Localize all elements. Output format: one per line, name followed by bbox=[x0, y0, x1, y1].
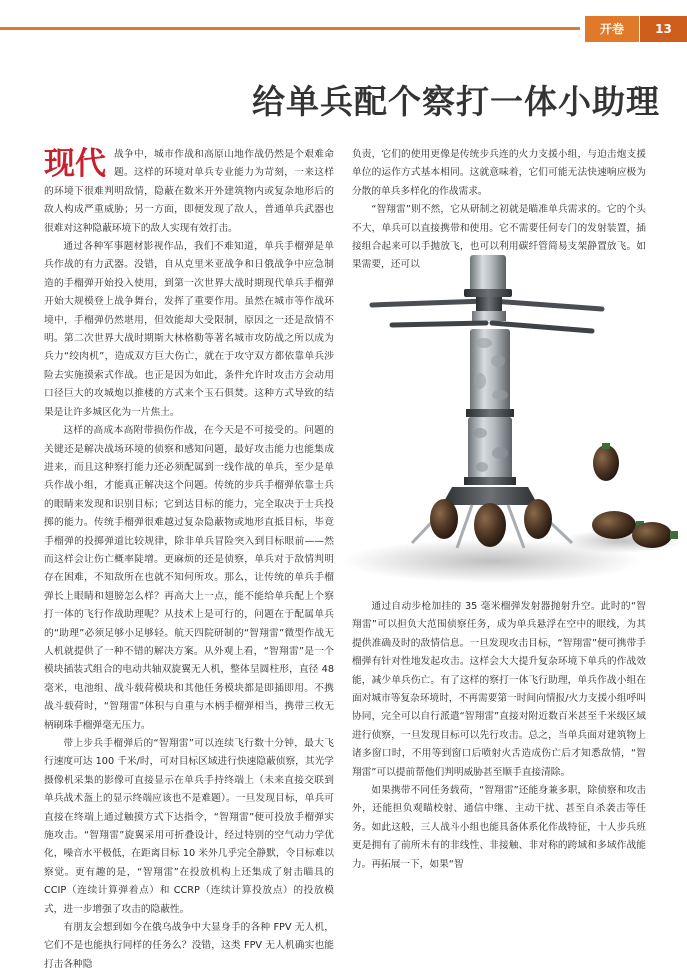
body-paragraph: 这样的高成本高附带损伤作战，在今天是不可接受的。问题的关键还是解决战场环境的侦察和感知问题，最好攻击能力也能集成进来，而且这种察打能力还必须配属到一线作战的单兵，至少是单兵作战小组，才能真正解决这个问题。传统的步兵手榴弹依靠士兵的眼睛来发现和识别目标；它到达目标的能力，完全取决于士兵投掷的能力。传统手榴弹很难越过复杂隐蔽物或地形直抵目标，毕竟手榴弹的投掷弹道比较规律，除非单兵冒险突入到目标眼前——然而这样会让伤亡概率陡增。更麻烦的还是侦察，单兵对于敌情判明存在困难，不知敌所在也就不知何所攻。那么，让传统的单兵手榴弹长上眼睛和翅膀怎么样？再高大上一点，能不能给单兵配上个察打一体的飞行作战助理呢？从技术上是可行的，问题在于配属单兵的“助理”必须足够小足够轻。航天四院研制的“智翔雷”微型作战无人机就提供了一种不错的解决方案。从外观上看，“智翔雷”是一个模块插装式组合的电动共轴双旋翼无人机，整体呈圆柱形，直径 48 毫米，电池组、战斗载荷模块和其他任务模块都是即插即用。不携战斗载荷时，“智翔雷”体积与自重与木柄手榴弹相当，携带三枚无柄刷珠手榴弹毫无压力。 bbox=[44, 425, 334, 731]
article-title: 给单兵配个察打一体小助理 bbox=[252, 82, 660, 121]
lead-paragraph bbox=[44, 146, 334, 238]
body-paragraph: 有朋友会想到如今在俄乌战争中大显身手的各种 FPV 无人机，它们不是也能执行同样的任务么？没错，这类 FPV 无人机确实也能打击各种隐 bbox=[44, 922, 334, 970]
section-tab: 开卷 bbox=[585, 16, 639, 42]
body-paragraph: 通过各种军事题材影视作品，我们不难知道，单兵手榴弹是单兵作战的有力武器。没错，自从克里米亚战争和日俄战争中应急制造的手榴弹开始投入使用，到第一次世界大战时期现代单兵手榴弹开始大规模登上战争舞台，发挥了重要作用。虽然在城市等作战环境中，手榴弹仍然堪用，但效能却大受限制，原因之一还是敌情不明。第二次世界大战时期斯大林格勒等著名城市攻防战之所以成为兵力“绞肉机”，造成双方巨大伤亡，就在于攻守双方都依靠单兵涉险去实施摸索式作战。也正是因为如此，条件允许时攻击方会动用口径巨大的攻城炮以推楼的方式来个玉石俱焚。这种方式导致的结果是让许多城区化为一片焦土。 bbox=[44, 241, 334, 418]
drone-photo bbox=[352, 243, 687, 598]
body-paragraph: “智翔雷”则不然，它从研制之初就是瞄准单兵需求的。它的个头不大，单兵可以直接携带和使用。它不需要任何专门的发射装置，插接组合起来可以手抛放飞，也可以利用碳纤管简易支架静置放飞。如果需要，还可以 bbox=[352, 204, 646, 271]
page-number: 13 bbox=[640, 16, 687, 42]
body-paragraph: 通过自动步枪加挂的 35 毫米榴弹发射器抛射升空。此时的“智翔雷”可以担负大范围侦察任务，成为单兵悬浮在空中的眼线，为其提供准确及时的敌情信息。一旦发现攻击目标，“智翔雷”便可携带手榴弹有针对性地发起攻击。这样会大大提升复杂环境下单兵的作战效能，减少单兵伤亡。有了这样的察打一体飞行助理，单兵作战小组在面对城市等复杂环境时，不再需要第一时间向情报/火力支援小组呼叫协同，完全可以自行派遣“智翔雷”直接对附近数百米甚至千米级区域进行侦察，一旦发现目标可以先行攻击。总之，当单兵面对建筑物上诸多窗口时，不用等到窗口后喷射火舌造成伤亡后才知悉敌情，“智翔雷”可以提前帮他们判明威胁甚至顺手直接清除。 bbox=[352, 601, 646, 778]
article-column-right-lower bbox=[352, 598, 646, 874]
article-column-left bbox=[44, 146, 334, 974]
dropcap: 现代 bbox=[44, 146, 106, 182]
header-rule bbox=[0, 27, 580, 30]
body-paragraph: 带上步兵手榴弹后的“智翔雷”可以连续飞行数十分钟，最大飞行速度可达 100 千米/时，可对目标区域进行快速隐蔽侦察，其光学摄像机采集的影像可直接显示在单兵手持终端上（未来直接交联到单兵战术盔上的显示终端应该也不是难题）。一旦发现目标，单兵可直接在终端上通过触摸方式下达指令，“智翔雷”便可投放手榴弹实施攻击。“智翔雷”旋翼采用可折叠设计，经过特别的空气动力学优化，噪音水平极低，在距离目标 10 米外几乎完全静默，令目标难以察觉。更有趣的是，“智翔雷”在投放机构上还集成了射击瞄具的 CCIP（连续计算弹着点）和 CCRP（连续计算投放点）的投放模式，进一步增强了攻击的隐蔽性。 bbox=[44, 738, 334, 915]
lead-text: 战争中，城市作战和高原山地作战仍然是个艰难命题。这样的环境对单兵专业能力为苛刻，一来这样的环境下很难判明敌情，隐蔽在数米开外建筑物内或复杂地形后的敌人构成严重威胁；另一方面，即便发现了敌人，普通单兵武器也很难对这种隐蔽环境下的敌人实现有效打击。 bbox=[44, 149, 334, 234]
page-header bbox=[0, 16, 687, 42]
body-paragraph: 负责，它们的使用更像是传统步兵连的火力支援小组，与迫击炮支援单位的运作方式基本相同。这就意味着，它们可能无法快速响应极为分散的单兵多样化的作战需求。 bbox=[352, 149, 646, 197]
body-paragraph: 如果携带不同任务载荷，“智翔雷”还能身兼多职，除侦察和攻击外，还能担负观瞄校射、通信中继、主动干扰、甚至自杀袭击等任务。如此这般，三人战斗小组也能具备体系化作战特征，十人步兵班更是拥有了前所未有的非线性、非接触、非对称的跨域和多域作战能力。再拓展一下，如果“智 bbox=[352, 785, 646, 870]
